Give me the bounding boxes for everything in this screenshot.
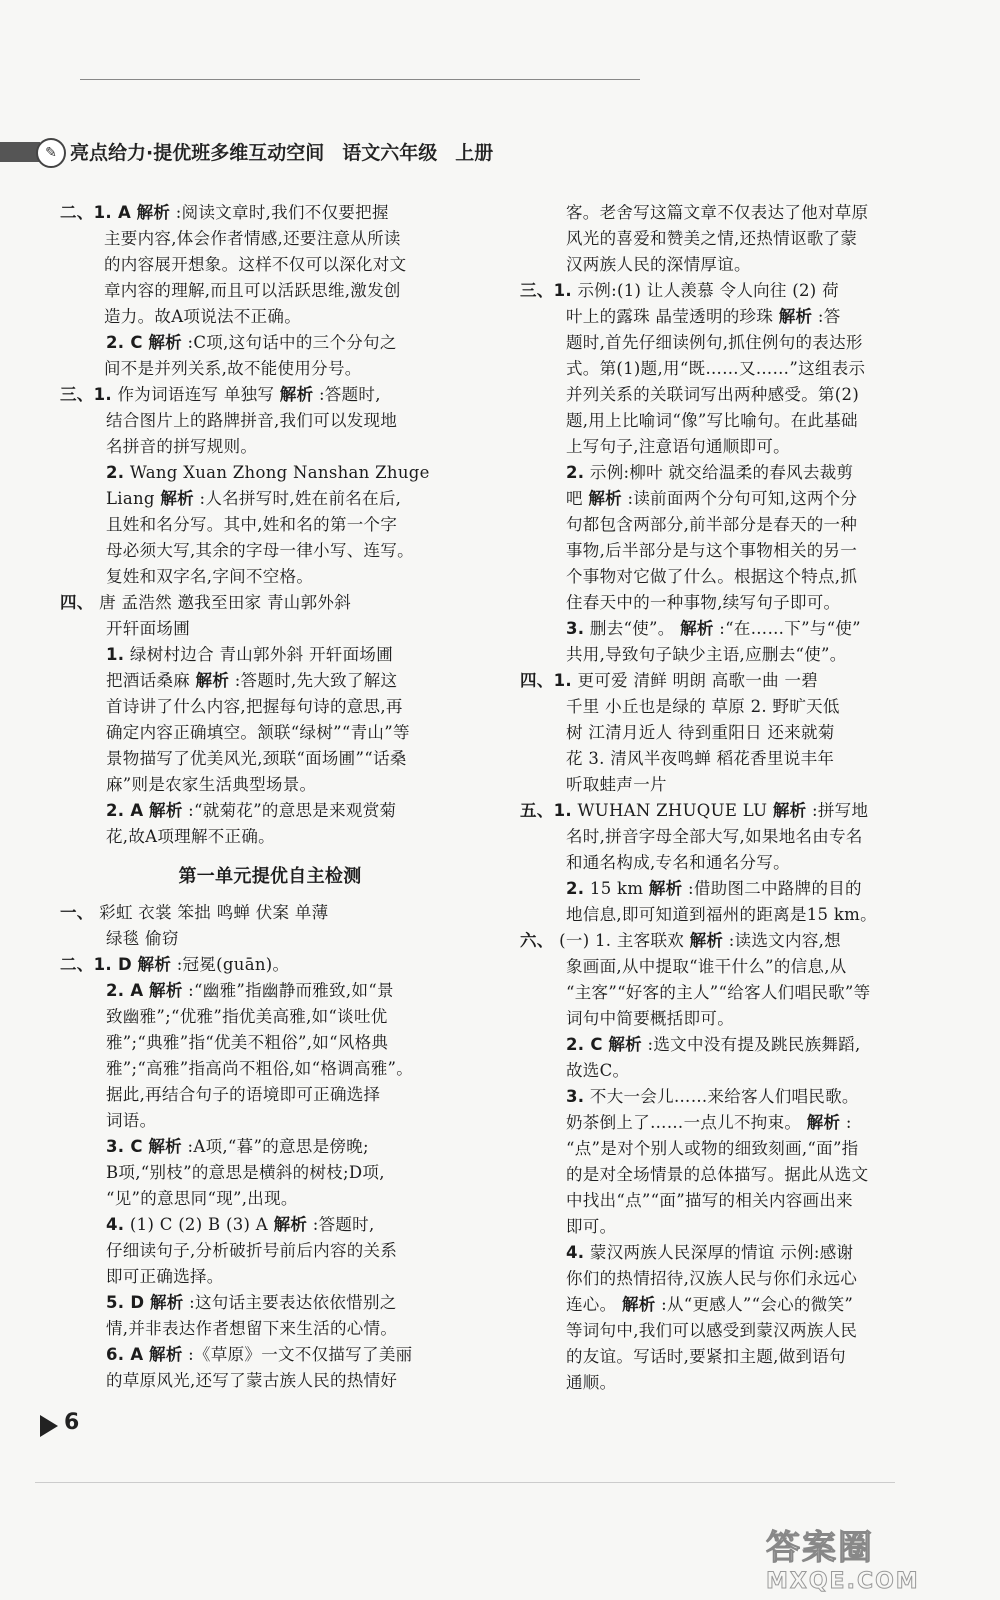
question-number: 2. C [106,333,143,352]
answer-line [60,408,480,434]
answer-line [60,200,480,226]
answer-line [60,798,480,824]
answer-text: 并列关系的关联词写出两种感受。第(2) [566,385,860,404]
answer-line [60,564,480,590]
answer-line [60,486,480,512]
analysis-text: :答 [817,307,841,326]
question-number: 五、1. [520,801,572,820]
answer-line [60,356,480,382]
answer-line [520,954,962,980]
answer-line [60,668,480,694]
answer-text: :A项,“暮”的意思是傍晚; [187,1137,369,1156]
question-number: 3. C [106,1137,143,1156]
answer-line [520,928,962,954]
answer-line [520,486,962,512]
question-number: 四、1. [520,671,572,690]
question-number: 三、1. [60,385,112,404]
answer-line [520,720,962,746]
answer-line [520,694,962,720]
answer-text: 通顺。 [566,1373,617,1392]
header-bar [0,142,40,162]
answer-line [60,304,480,330]
answer-line [520,798,962,824]
question-number: 3. [566,619,585,638]
question-number: 二、1. A [60,203,132,222]
answer-line [60,1134,480,1160]
answer-text: 把酒话桑麻 [106,671,190,690]
answer-line [60,772,480,798]
answer-line [520,356,962,382]
answer-text: 首诗讲了什么内容,把握每句诗的意思,再 [106,697,403,716]
answer-line [60,616,480,642]
answer-text: 示例:柳叶 就交给温柔的春风去裁剪 [589,463,854,482]
answer-text: :“就菊花”的意思是来观赏菊 [188,801,397,820]
answer-line [60,1290,480,1316]
answer-text: 更可爱 清鲜 明朗 高歌一曲 一碧 [577,671,819,690]
answer-text: “点”是对个别人或物的细致刻画,“面”指 [566,1139,859,1158]
analysis-text: :“在……下”与“使” [719,619,861,638]
analysis-tag: 解析 [148,1137,182,1156]
page-arrow-icon [40,1415,58,1437]
analysis-tag: 解析 [689,931,724,950]
answer-line [60,330,480,356]
answer-line [60,1212,480,1238]
answer-line [520,200,962,226]
answer-text: 故选C。 [566,1061,630,1080]
answer-text: 复姓和双字名,字间不空格。 [106,567,314,586]
answer-line [60,1056,480,1082]
answer-text: “主客”“好客的主人”“给客人们唱民歌”等 [566,983,871,1002]
right-column [520,200,962,1396]
answer-line [60,1082,480,1108]
answer-line [520,330,962,356]
answer-text: 结合图片上的路牌拼音,我们可以发现地 [106,411,398,430]
answer-text: Wang Xuan Zhong Nanshan Zhuge [129,463,430,482]
answer-line [60,1368,480,1394]
answer-text: 景物描写了优美风光,颈联“面场圃”“话桑 [106,749,407,768]
answer-text: :选文中没有提及跳民族舞蹈, [647,1035,861,1054]
watermark-cn: 答案圈 [766,1528,874,1568]
brand-logo-icon: ✎ [36,138,66,168]
analysis-tag: 解析 [195,671,230,690]
answer-text: 致幽雅”;“优雅”指优美高雅,如“谈吐优 [106,1007,388,1026]
answer-line [60,952,480,978]
question-number: 2. [566,463,585,482]
answer-text: 雅”;“高雅”指高尚不粗俗,如“格调高雅”。 [106,1059,414,1078]
answer-text: 住春天中的一种事物,续写句子即可。 [566,593,841,612]
left-answers-2 [60,900,480,1394]
answer-line [60,1342,480,1368]
analysis-text: :借助图二中路牌的目的 [688,879,862,898]
answer-line [60,226,480,252]
answer-line [520,408,962,434]
answer-text: 吧 [566,489,583,508]
answer-line [520,1084,962,1110]
section-title: 第一单元提优自主检测 [178,866,362,887]
answer-line [520,772,962,798]
answer-text: 即可。 [566,1217,617,1236]
answer-line [520,746,962,772]
answer-line [520,1292,962,1318]
answer-line [520,226,962,252]
answer-text: 蒙汉两族人民深厚的情谊 示例:感谢 [589,1243,854,1262]
analysis-text: :读前面两个分句可知,这两个分 [627,489,858,508]
answer-text: 据此,再结合句子的语境即可正确选择 [106,1085,381,1104]
answer-text: 听取蛙声一片 [566,775,667,794]
answer-line [520,590,962,616]
answer-text: 名拼音的拼写规则。 [106,437,258,456]
answer-text: 风光的喜爱和赞美之情,还热情讴歌了蒙 [566,229,858,248]
answer-text: 奶茶倒上了……一点儿不拘束。 [566,1113,802,1132]
answer-line [520,434,962,460]
answer-line [520,824,962,850]
answer-text: 事物,后半部分是与这个事物相关的另一 [566,541,858,560]
answer-line [60,746,480,772]
answer-text: (一) 1. 主客联欢 [559,931,685,950]
question-number: 2. A [106,981,144,1000]
answer-text: 你们的热情招待,汉族人民与你们永远心 [566,1269,858,1288]
answer-text: 汉两族人民的深情厚谊。 [566,255,751,274]
answer-line [60,1160,480,1186]
answer-text: (1) C (2) B (3) A [129,1215,269,1234]
analysis-tag: 解析 [273,1215,308,1234]
answer-text: 雅”;“典雅”指“优美不粗俗”,如“风格典 [106,1033,389,1052]
answer-line [60,1186,480,1212]
answer-line [60,590,480,616]
answer-text: 且姓和名分写。其中,姓和名的第一个字 [106,515,398,534]
answer-text: 叶上的露珠 晶莹透明的珍珠 [566,307,774,326]
analysis-tag: 解析 [136,203,171,222]
answer-text: 开轩面场圃 [106,619,190,638]
answer-line [520,1136,962,1162]
answer-text: 删去“使”。 [589,619,675,638]
answer-line [60,720,480,746]
answer-text: 即可正确选择。 [106,1267,224,1286]
question-number: 2. [106,463,125,482]
subject-label: 语文六年级 [342,142,438,164]
analysis-tag: 解析 [149,801,183,820]
answer-line [520,1006,962,1032]
answer-line [520,616,962,642]
answer-text: 连心。 [566,1295,617,1314]
left-column [60,200,480,1394]
analysis-tag: 解析 [160,489,194,508]
answer-line [60,1316,480,1342]
answer-text: 示例:(1) 让人羡慕 令人向往 (2) 荷 [577,281,839,300]
brand-name: 亮点给力· [70,142,154,164]
analysis-text: : [845,1113,852,1132]
question-number: 2. A [106,801,144,820]
analysis-tag: 解析 [621,1295,656,1314]
answer-text: 词语。 [106,1111,157,1130]
answer-line [60,1004,480,1030]
question-number: 6. A [106,1345,144,1364]
answer-text: 千里 小丘也是绿的 草原 2. 野旷天低 [566,697,840,716]
answer-line [520,980,962,1006]
answer-line [60,1030,480,1056]
analysis-tag: 解析 [680,619,714,638]
answer-text: 客。老舍写这篇文章不仅表达了他对草原 [566,203,869,222]
answer-line [60,900,480,926]
answer-text: :C项,这句话中的三个分句之 [187,333,397,352]
answer-line [60,926,480,952]
question-number: 二、1. D [60,955,132,974]
answer-text: 象画面,从中提取“谁干什么”的信息,从 [566,957,847,976]
analysis-text: :从“更感人”“会心的微笑” [661,1295,854,1314]
answer-text: Liang [106,489,155,508]
answer-line [60,252,480,278]
answer-line [520,1240,962,1266]
answer-text: 和通名构成,专名和通名分写。 [566,853,790,872]
question-number: 六、 [520,931,554,950]
analysis-text: :答题时, [318,385,381,404]
answer-line [60,642,480,668]
answer-text: 的友谊。写话时,要紧扣主题,做到语句 [566,1347,846,1366]
analysis-text: :答题时,先大致了解这 [234,671,398,690]
answer-line [60,1108,480,1134]
answer-line [520,1162,962,1188]
analysis-tag: 解析 [279,385,314,404]
answer-line [60,1264,480,1290]
answer-text: 上写句子,注意语句通顺即可。 [566,437,790,456]
answer-text: 的是对全场情景的总体描写。据此从选文 [566,1165,869,1184]
answer-line [520,642,962,668]
answer-line [520,1058,962,1084]
page-number: 6 [64,1410,80,1435]
answer-text: 不大一会儿……来给客人们唱民歌。 [589,1087,859,1106]
analysis-text: :人名拼写时,姓在前名在后, [199,489,402,508]
answer-line [520,1370,962,1396]
answer-text: 绿树村边合 青山郭外斜 开轩面场圃 [129,645,393,664]
answer-line [60,1238,480,1264]
answer-text: 个事物对它做了什么。根据这个特点,抓 [566,567,858,586]
answer-text: 花,故A项理解不正确。 [106,827,275,846]
answer-text: 主要内容,体会作者情感,还要注意从所读 [104,229,401,248]
answer-text: 名时,拼音字母全部大写,如果地名由专名 [566,827,863,846]
page-header [0,138,980,168]
question-number: 三、1. [520,281,572,300]
analysis-tag: 解析 [608,1035,642,1054]
answer-text: 麻”则是农家生活典型场景。 [106,775,317,794]
answer-line [520,538,962,564]
bottom-rule [35,1482,895,1483]
answer-text: 地信息,即可知道到福州的距离是15 km。 [566,905,877,924]
answer-text: 唐 孟浩然 邀我至田家 青山郭外斜 [99,593,351,612]
answer-line [60,978,480,1004]
brand-subtitle: 提优班多维互动空间 [153,142,325,164]
answer-text: 情,并非表达作者想留下来生活的心情。 [106,1319,398,1338]
answer-text: 造力。故A项说法不正确。 [104,307,302,326]
answer-text: 中找出“点”“面”描写的相关内容画出来 [566,1191,853,1210]
question-number: 3. [566,1087,585,1106]
answer-line [520,1318,962,1344]
answer-text: 15 km [589,879,644,898]
answer-text: :“幽雅”指幽静而雅致,如“景 [188,981,394,1000]
answer-text: 章内容的理解,而且可以活跃思维,激发创 [104,281,401,300]
answer-text: 母必须大写,其余的字母一律小写、连写。 [106,541,414,560]
answer-text: 花 3. 清风半夜鸣蝉 稻花香里说丰年 [566,749,835,768]
answer-line [60,538,480,564]
analysis-tag: 解析 [588,489,622,508]
analysis-tag: 解析 [137,955,172,974]
answer-text: :《草原》一文不仅描写了美丽 [188,1345,413,1364]
question-number: 四、 [60,593,94,612]
answer-text: 绿毯 偷窃 [106,929,179,948]
answer-text: 间不是并列关系,故不能使用分号。 [104,359,362,378]
answer-line [520,1032,962,1058]
answer-text: 作为词语连写 单独写 [117,385,275,404]
answer-text: 树 江清月近人 待到重阳日 还来就菊 [566,723,835,742]
answer-line [60,434,480,460]
answer-text: 式。第(1)题,用“既……又……”这组表示 [566,359,866,378]
answer-text: 共用,导致句子缺少主语,应删去“使”。 [566,645,847,664]
analysis-text: :答题时, [312,1215,375,1234]
answer-line [520,1188,962,1214]
answer-line [520,304,962,330]
answer-text: 的内容展开想象。这样不仅可以深化对文 [104,255,407,274]
answer-text: 确定内容正确填空。颔联“绿树”“青山”等 [106,723,410,742]
question-number: 1. [106,645,125,664]
analysis-text: :读选文内容,想 [728,931,841,950]
question-number: 4. [106,1215,125,1234]
answer-text: 题时,首先仔细读例句,抓住例句的表达形 [566,333,863,352]
answer-line [60,694,480,720]
answer-text: 句都包含两部分,前半部分是春天的一种 [566,515,858,534]
answer-text: :阅读文章时,我们不仅要把握 [175,203,389,222]
answer-line [520,278,962,304]
answer-text: 题,用上比喻词“像”写比喻句。在此基础 [566,411,858,430]
question-number: 4. [566,1243,585,1262]
analysis-tag: 解析 [772,801,807,820]
answer-text: 等词句中,我们可以感受到蒙汉两族人民 [566,1321,858,1340]
answer-line [520,512,962,538]
right-answers [520,200,962,1396]
answer-text: “见”的意思同“现”,出现。 [106,1189,298,1208]
answer-text: 彩虹 衣裳 笨拙 鸣蝉 伏案 单薄 [99,903,329,922]
answer-line [60,382,480,408]
answer-text: WUHAN ZHUQUE LU [577,801,768,820]
answer-line [60,824,480,850]
answer-line [520,564,962,590]
analysis-tag: 解析 [648,879,683,898]
analysis-tag: 解析 [149,1293,184,1312]
answer-line [520,460,962,486]
answer-line [520,1344,962,1370]
analysis-tag: 解析 [149,1345,183,1364]
answer-line [60,512,480,538]
answer-text: 仔细读句子,分析破折号前后内容的关系 [106,1241,398,1260]
answer-line [520,1110,962,1136]
analysis-text: :拼写地 [812,801,869,820]
question-number: 一、 [60,903,94,922]
header-title [70,138,493,165]
answer-line [520,252,962,278]
question-number: 2. [566,879,585,898]
volume-label: 上册 [455,142,494,164]
question-number: 5. D [106,1293,145,1312]
answer-line [520,1214,962,1240]
question-number: 2. C [566,1035,603,1054]
answer-line [520,382,962,408]
answer-line [520,876,962,902]
answer-text: 词句中简要概括即可。 [566,1009,734,1028]
analysis-tag: 解析 [778,307,813,326]
answer-text: :这句话主要表达依依惜别之 [189,1293,397,1312]
answer-text: B项,“别枝”的意思是横斜的树枝;D项, [106,1163,385,1182]
answer-line [60,278,480,304]
answer-text: :冠冕(guān)。 [176,955,290,974]
answer-line [520,1266,962,1292]
analysis-tag: 解析 [806,1113,841,1132]
watermark-logo [766,1520,976,1594]
analysis-tag: 解析 [149,981,183,1000]
answer-text: 的草原风光,还写了蒙古族人民的热情好 [106,1371,398,1390]
top-rule [80,79,640,80]
answer-line [60,460,480,486]
left-answers [60,200,480,850]
answer-line [520,902,962,928]
answer-line [520,668,962,694]
answer-line [520,850,962,876]
watermark-en: MXQE.COM [766,1569,920,1594]
analysis-tag: 解析 [148,333,182,352]
